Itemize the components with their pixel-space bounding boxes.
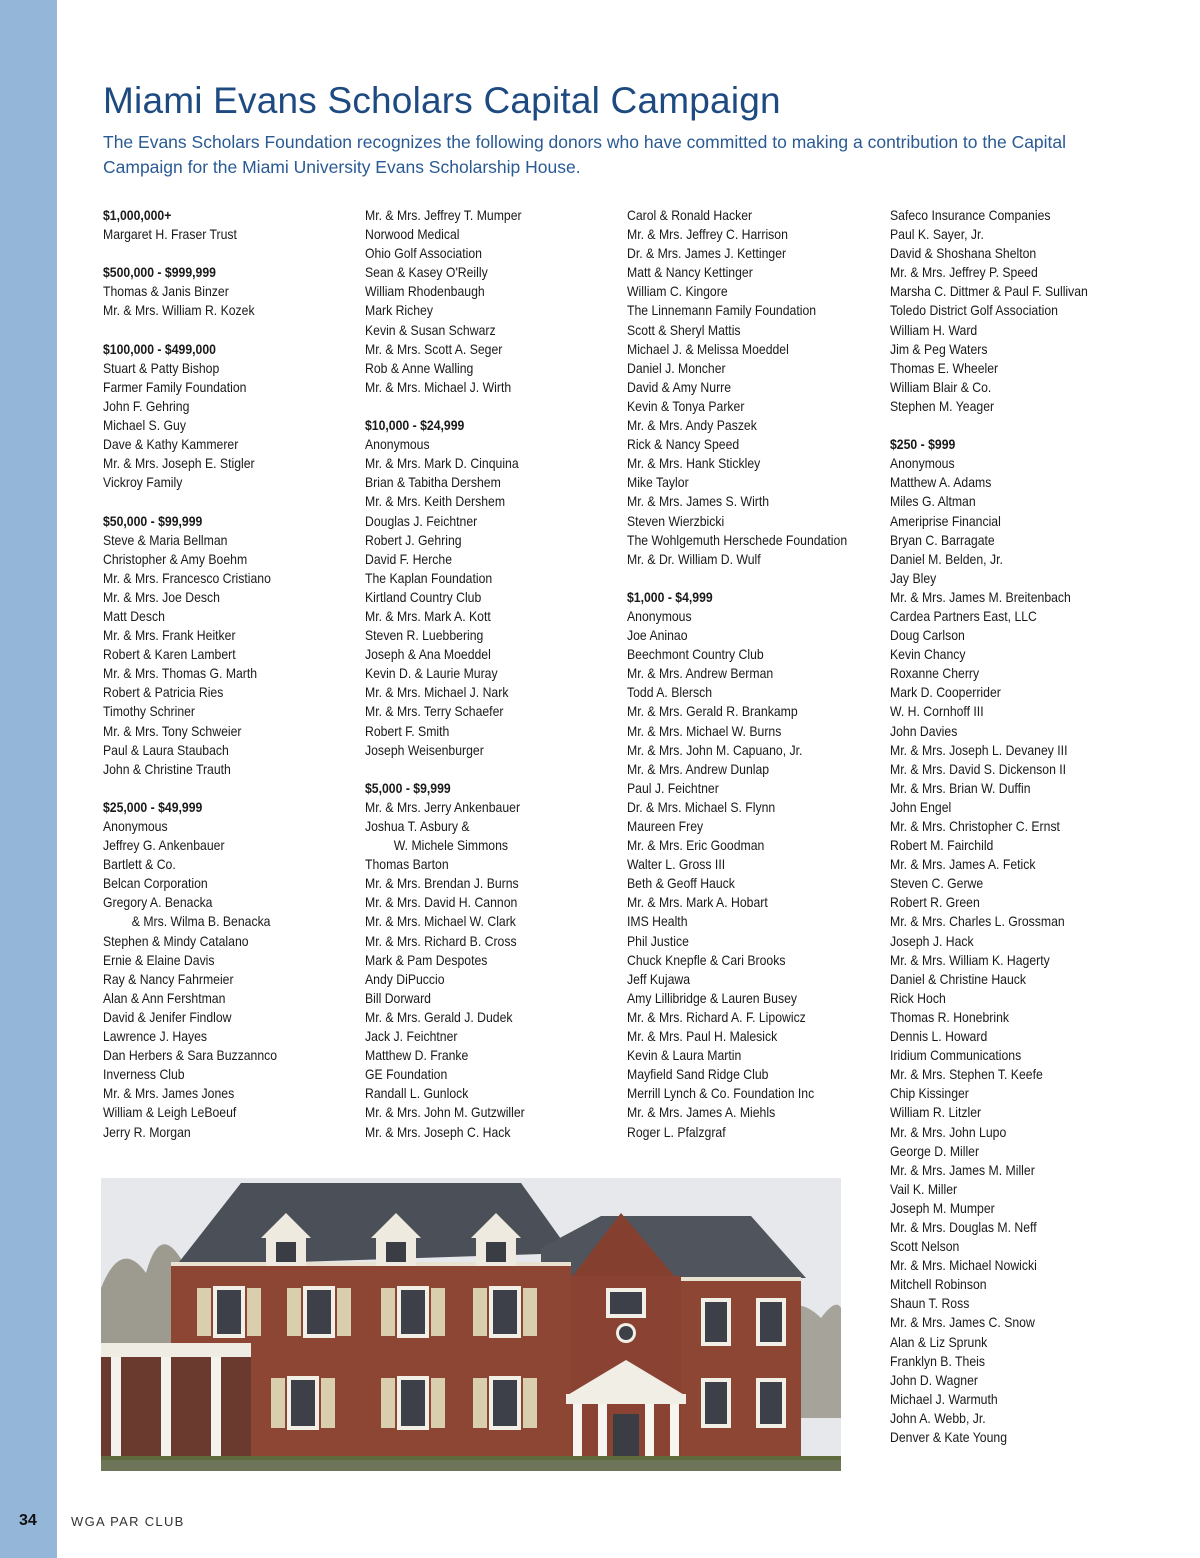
donor-name: Joseph J. Hack bbox=[890, 933, 974, 949]
donor-name: Dr. & Mrs. James J. Kettinger bbox=[627, 246, 787, 262]
donation-tier-heading: $10,000 - $24,999 bbox=[365, 418, 465, 434]
donor-name: Denver & Kate Young bbox=[890, 1430, 1007, 1445]
section-spacer bbox=[627, 569, 857, 588]
donor-name: Roger L. Pfalzgraf bbox=[627, 1124, 726, 1140]
donor-name: Steve & Maria Bellman bbox=[103, 532, 228, 548]
donor-name: Andy DiPuccio bbox=[365, 971, 445, 987]
donor-name: Rick Hoch bbox=[890, 990, 946, 1006]
section-spacer bbox=[365, 397, 595, 416]
donor-name: Mr. & Mrs. Scott A. Seger bbox=[365, 341, 503, 357]
donor-name: Robert & Karen Lambert bbox=[103, 647, 236, 663]
donor-name: David & Shoshana Shelton bbox=[890, 246, 1037, 262]
donor-name: John Engel bbox=[890, 799, 952, 815]
donor-name: John Davies bbox=[890, 723, 958, 739]
donor-name: William Blair & Co. bbox=[890, 379, 992, 395]
donor-name: Farmer Family Foundation bbox=[103, 379, 247, 395]
donor-name: Gregory A. Benacka bbox=[103, 895, 213, 911]
donor-name: Shaun T. Ross bbox=[890, 1296, 970, 1312]
donor-name: Mr. & Mrs. Richard B. Cross bbox=[365, 933, 517, 949]
donor-name: Thomas & Janis Binzer bbox=[103, 284, 229, 300]
donor-name: Kevin & Susan Schwarz bbox=[365, 322, 496, 338]
donor-name: Dan Herbers & Sara Buzzannco bbox=[103, 1048, 278, 1064]
donor-name: William & Leigh LeBoeuf bbox=[103, 1105, 237, 1121]
donor-name: William H. Ward bbox=[890, 322, 978, 338]
section-spacer bbox=[103, 321, 333, 340]
section-spacer bbox=[103, 779, 333, 798]
donor-name: Scott & Sheryl Mattis bbox=[627, 322, 741, 338]
donor-name: Safeco Insurance Companies bbox=[890, 208, 1051, 223]
donor-name: William C. Kingore bbox=[627, 284, 728, 300]
donor-name: Dave & Kathy Kammerer bbox=[103, 437, 239, 453]
donor-name: Steven Wierzbicki bbox=[627, 513, 725, 529]
donor-name: Mr. & Mrs. Mark A. Hobart bbox=[627, 895, 768, 911]
donor-name: Mr. & Mrs. Michael J. Nark bbox=[365, 685, 509, 701]
donor-name: Matthew A. Adams bbox=[890, 475, 992, 491]
donor-name: Mr. & Mrs. David H. Cannon bbox=[365, 895, 518, 911]
donor-name: Thomas Barton bbox=[365, 857, 449, 873]
donor-name: Christopher & Amy Boehm bbox=[103, 551, 248, 567]
donor-name: Mr. & Mrs. Brian W. Duffin bbox=[890, 780, 1031, 796]
donor-name: Miles G. Altman bbox=[890, 494, 976, 510]
donor-name: Daniel & Christine Hauck bbox=[890, 971, 1026, 987]
donor-name: Ernie & Elaine Davis bbox=[103, 952, 215, 968]
donor-name: Mr. & Mrs. Paul H. Malesick bbox=[627, 1029, 778, 1045]
donor-name: Chuck Knepfle & Cari Brooks bbox=[627, 952, 786, 968]
donor-name: Bryan C. Barragate bbox=[890, 532, 995, 548]
donor-name: Mr. & Mrs. Jerry Ankenbauer bbox=[365, 799, 521, 815]
donor-name: Dr. & Mrs. Michael S. Flynn bbox=[627, 799, 776, 815]
donor-name: Margaret H. Fraser Trust bbox=[103, 227, 237, 243]
donor-name: Mr. & Mrs. Christopher C. Ernst bbox=[890, 819, 1060, 834]
donor-name: Daniel J. Moncher bbox=[627, 360, 726, 376]
donor-name: Ohio Golf Association bbox=[365, 246, 482, 262]
donor-name: Mr. & Mrs. Andrew Berman bbox=[627, 666, 774, 682]
donor-name: Mr. & Mrs. Stephen T. Keefe bbox=[890, 1067, 1043, 1083]
donor-name: William R. Litzler bbox=[890, 1105, 982, 1121]
donation-tier-heading: $25,000 - $49,999 bbox=[103, 799, 203, 815]
section-spacer bbox=[890, 416, 1106, 435]
donor-name: Marsha C. Dittmer & Paul F. Sullivan bbox=[890, 284, 1088, 300]
left-accent-bar bbox=[0, 0, 57, 1558]
donor-name: Bartlett & Co. bbox=[103, 857, 176, 873]
donor-name: Steven C. Gerwe bbox=[890, 876, 984, 892]
donor-name: Mr. & Mrs. Michael J. Wirth bbox=[365, 379, 512, 395]
donor-name: Cardea Partners East, LLC bbox=[890, 608, 1037, 624]
donor-name: Belcan Corporation bbox=[103, 876, 208, 892]
donor-name: Mr. & Mrs. James A. Miehls bbox=[627, 1105, 776, 1121]
donation-tier-heading: $250 - $999 bbox=[890, 437, 956, 453]
section-spacer bbox=[103, 244, 333, 263]
donor-name: Stuart & Patty Bishop bbox=[103, 360, 220, 376]
donor-name: Sean & Kasey O'Reilly bbox=[365, 265, 488, 281]
donor-name: George D. Miller bbox=[890, 1143, 980, 1159]
donor-name: Todd A. Blersch bbox=[627, 685, 713, 701]
donor-name: Mr. & Mrs. Richard A. F. Lipowicz bbox=[627, 1009, 806, 1025]
donor-name: Mr. & Mrs. James Jones bbox=[103, 1086, 235, 1102]
footer-publication-label: WGA PAR CLUB bbox=[71, 1514, 185, 1529]
donor-name: W. H. Cornhoff III bbox=[890, 704, 984, 720]
donor-name: Robert F. Smith bbox=[365, 723, 450, 739]
donor-name: Mayfield Sand Ridge Club bbox=[627, 1067, 769, 1083]
donation-tier-heading: $500,000 - $999,999 bbox=[103, 265, 216, 281]
donor-column-2 bbox=[365, 206, 595, 1142]
donor-name: Joseph & Ana Moeddel bbox=[365, 647, 491, 663]
donor-name: John & Christine Trauth bbox=[103, 761, 231, 777]
donor-name: Mr. & Mrs. James A. Fetick bbox=[890, 857, 1036, 873]
donor-name: Mr. & Mrs. Douglas M. Neff bbox=[890, 1219, 1037, 1235]
donor-name: Ray & Nancy Fahrmeier bbox=[103, 971, 234, 987]
donor-name: Jack J. Feichtner bbox=[365, 1029, 458, 1045]
donor-name: John F. Gehring bbox=[103, 398, 190, 414]
donor-name: Paul & Laura Staubach bbox=[103, 742, 229, 758]
donor-name: Mr. & Mrs. William K. Hagerty bbox=[890, 952, 1050, 968]
donor-name: Mr. & Mrs. Tony Schweier bbox=[103, 723, 242, 739]
donor-name: Mr. & Mrs. Thomas G. Marth bbox=[103, 666, 258, 682]
donor-name: Mark D. Cooperrider bbox=[890, 685, 1001, 701]
donor-name: Alan & Ann Fershtman bbox=[103, 990, 226, 1006]
donor-name: Mr. & Mrs. James M. Breitenbach bbox=[890, 589, 1071, 605]
donor-name: Kevin Chancy bbox=[890, 647, 966, 663]
donor-name: Mr. & Mrs. Michael Nowicki bbox=[890, 1258, 1037, 1274]
donor-name: Mr. & Mrs. Charles L. Grossman bbox=[890, 914, 1065, 930]
donor-name: Kevin & Laura Martin bbox=[627, 1048, 742, 1064]
donor-name: W. Michele Simmons bbox=[393, 838, 509, 854]
donor-column-3 bbox=[627, 206, 857, 1142]
donor-name: Mr. & Mrs. James C. Snow bbox=[890, 1315, 1035, 1331]
donor-name: Steven R. Luebbering bbox=[365, 628, 484, 644]
donor-name: David & Jenifer Findlow bbox=[103, 1009, 232, 1025]
donor-name: Ameriprise Financial bbox=[890, 513, 1001, 529]
donor-name: GE Foundation bbox=[365, 1067, 448, 1083]
donor-name: Mr. & Mrs. Jeffrey C. Harrison bbox=[627, 227, 788, 243]
donor-name: Mr. & Mrs. Michael W. Clark bbox=[365, 914, 516, 930]
donor-name: Norwood Medical bbox=[365, 227, 460, 243]
donor-name: Franklyn B. Theis bbox=[890, 1353, 985, 1369]
donor-name: Joseph Weisenburger bbox=[365, 742, 484, 758]
donor-name: Walter L. Gross III bbox=[627, 857, 726, 873]
donor-name: Mr. & Mrs. Andrew Dunlap bbox=[627, 761, 770, 777]
donor-name: Maureen Frey bbox=[627, 819, 704, 834]
donor-name: Phil Justice bbox=[627, 933, 689, 949]
donor-name: Robert & Patricia Ries bbox=[103, 685, 224, 701]
donor-name: Chip Kissinger bbox=[890, 1086, 969, 1102]
donor-name: Anonymous bbox=[890, 456, 955, 472]
donor-name: Mark Richey bbox=[365, 303, 433, 319]
donor-name: Robert M. Fairchild bbox=[890, 838, 994, 854]
donor-name: Kevin & Tonya Parker bbox=[627, 398, 745, 414]
donor-name: Randall L. Gunlock bbox=[365, 1086, 469, 1102]
donor-name: Robert R. Green bbox=[890, 895, 980, 911]
donor-name: Merrill Lynch & Co. Foundation Inc bbox=[627, 1086, 815, 1102]
donor-name: Stephen M. Yeager bbox=[890, 398, 995, 414]
intro-paragraph: The Evans Scholars Foundation recognizes the following donors who have committed to making a contribution to the Capital Campaign for the Miami University Evans Scholarship House. bbox=[103, 132, 1067, 177]
donation-tier-heading: $1,000,000+ bbox=[103, 208, 172, 223]
donor-name: Mr. & Mrs. John M. Gutzwiller bbox=[365, 1105, 525, 1121]
donor-name: Brian & Tabitha Dershem bbox=[365, 475, 501, 491]
donor-name: Thomas E. Wheeler bbox=[890, 360, 999, 376]
donor-name: Paul K. Sayer, Jr. bbox=[890, 227, 984, 243]
donor-name: Rob & Anne Walling bbox=[365, 360, 474, 376]
donor-name: Joseph M. Mumper bbox=[890, 1200, 995, 1216]
donor-name: Mr. & Mrs. Frank Heitker bbox=[103, 628, 236, 644]
donation-tier-heading: $50,000 - $99,999 bbox=[103, 513, 203, 529]
donor-name: Kirtland Country Club bbox=[365, 589, 482, 605]
donor-name: Mr. & Mrs. John M. Capuano, Jr. bbox=[627, 742, 803, 758]
donor-name: Michael S. Guy bbox=[103, 418, 186, 434]
donor-name: Mr. & Mrs. Joseph E. Stigler bbox=[103, 456, 255, 472]
donor-name: Jeff Kujawa bbox=[627, 971, 691, 987]
donor-name: Jerry R. Morgan bbox=[103, 1124, 191, 1140]
donor-name: Mr. & Mrs. Joseph C. Hack bbox=[365, 1124, 511, 1140]
donor-name: Mr. & Mrs. Eric Goodman bbox=[627, 838, 765, 854]
donor-name: Mr. & Mrs. Mark A. Kott bbox=[365, 608, 491, 624]
donor-name: Doug Carlson bbox=[890, 628, 965, 644]
donation-tier-heading: $5,000 - $9,999 bbox=[365, 780, 451, 796]
donor-name: The Wohlgemuth Herschede Foundation bbox=[627, 532, 848, 548]
donor-name: Scott Nelson bbox=[890, 1239, 960, 1255]
donor-name: & Mrs. Wilma B. Benacka bbox=[131, 914, 271, 930]
donor-name: Douglas J. Feichtner bbox=[365, 513, 478, 529]
donor-name: Mark & Pam Despotes bbox=[365, 952, 488, 968]
donor-name: Mr. & Mrs. William R. Kozek bbox=[103, 303, 255, 319]
donor-name: Jim & Peg Waters bbox=[890, 341, 988, 357]
donor-name: Mr. & Mrs. Brendan J. Burns bbox=[365, 876, 519, 892]
donor-name: Mr. & Mrs. Keith Dershem bbox=[365, 494, 506, 510]
donor-name: Amy Lillibridge & Lauren Busey bbox=[627, 990, 798, 1006]
donor-name: Mr. & Mrs. Terry Schaefer bbox=[365, 704, 504, 720]
donor-name: Vail K. Miller bbox=[890, 1181, 958, 1197]
donor-name: Alan & Liz Sprunk bbox=[890, 1334, 988, 1350]
donor-name: Robert J. Gehring bbox=[365, 532, 462, 548]
donor-name: Jeffrey G. Ankenbauer bbox=[103, 838, 225, 854]
donor-column-1 bbox=[103, 206, 333, 1142]
donor-name: John D. Wagner bbox=[890, 1372, 978, 1388]
donor-name: Joe Aninao bbox=[627, 628, 688, 644]
donor-name: David & Amy Nurre bbox=[627, 379, 732, 395]
donor-name: Anonymous bbox=[627, 608, 692, 624]
donor-name: Beechmont Country Club bbox=[627, 647, 764, 663]
donor-name: Paul J. Feichtner bbox=[627, 780, 719, 796]
section-spacer bbox=[103, 492, 333, 511]
scholarship-house-photo bbox=[101, 1178, 841, 1471]
donor-name: Mr. & Mrs. David S. Dickenson II bbox=[890, 761, 1067, 777]
donor-name: Dennis L. Howard bbox=[890, 1029, 988, 1045]
donor-name: William Rhodenbaugh bbox=[365, 284, 485, 300]
donor-name: Timothy Schriner bbox=[103, 704, 196, 720]
donor-name: Mr. & Mrs. Francesco Cristiano bbox=[103, 570, 271, 586]
donation-tier-heading: $1,000 - $4,999 bbox=[627, 589, 713, 605]
donor-name: Mr. & Mrs. Michael W. Burns bbox=[627, 723, 782, 739]
donor-name: Mr. & Mrs. Joseph L. Devaney III bbox=[890, 742, 1068, 758]
donor-name: Mr. & Mrs. Joe Desch bbox=[103, 589, 220, 605]
page-title: Miami Evans Scholars Capital Campaign bbox=[103, 80, 781, 121]
donor-name: Kevin D. & Laurie Muray bbox=[365, 666, 498, 682]
donor-name: Inverness Club bbox=[103, 1067, 185, 1083]
donor-name: Joshua T. Asbury & bbox=[365, 819, 470, 834]
donor-name: Roxanne Cherry bbox=[890, 666, 980, 682]
donor-name: Matthew D. Franke bbox=[365, 1048, 469, 1064]
donor-name: Mr. & Mrs. Andy Paszek bbox=[627, 418, 757, 434]
donor-name: Mr. & Mrs. Gerald J. Dudek bbox=[365, 1009, 513, 1025]
donor-name: Matt & Nancy Kettinger bbox=[627, 265, 753, 281]
donor-name: Mr. & Mrs. Mark D. Cinquina bbox=[365, 456, 519, 472]
donor-name: Mr. & Dr. William D. Wulf bbox=[627, 551, 761, 567]
donor-name: Mr. & Mrs. Jeffrey P. Speed bbox=[890, 265, 1038, 281]
donor-name: The Kaplan Foundation bbox=[365, 570, 493, 586]
donor-name: Daniel M. Belden, Jr. bbox=[890, 551, 1003, 567]
donor-name: Beth & Geoff Hauck bbox=[627, 876, 735, 892]
donor-name: Carol & Ronald Hacker bbox=[627, 208, 753, 223]
donor-name: Thomas R. Honebrink bbox=[890, 1009, 1009, 1025]
donor-name: Mr. & Mrs. Gerald R. Brankamp bbox=[627, 704, 798, 720]
donor-name: Anonymous bbox=[103, 819, 168, 834]
donor-name: IMS Health bbox=[627, 914, 688, 930]
donor-name: Michael J. Warmuth bbox=[890, 1391, 998, 1407]
donor-name: Mike Taylor bbox=[627, 475, 689, 491]
donor-name: Anonymous bbox=[365, 437, 430, 453]
donor-name: Michael J. & Melissa Moeddel bbox=[627, 341, 789, 357]
donor-name: Jay Bley bbox=[890, 570, 937, 586]
donor-name: Iridium Communications bbox=[890, 1048, 1022, 1064]
donor-name: Vickroy Family bbox=[103, 475, 183, 491]
donor-name: Bill Dorward bbox=[365, 990, 431, 1006]
donor-column-4 bbox=[890, 206, 1106, 1447]
donor-name: Toledo District Golf Association bbox=[890, 303, 1058, 319]
donor-name: Rick & Nancy Speed bbox=[627, 437, 740, 453]
section-spacer bbox=[365, 760, 595, 779]
donor-name: Matt Desch bbox=[103, 608, 165, 624]
donation-tier-heading: $100,000 - $499,000 bbox=[103, 341, 216, 357]
donor-name: David F. Herche bbox=[365, 551, 453, 567]
donor-name: Lawrence J. Hayes bbox=[103, 1029, 208, 1045]
page-number: 34 bbox=[19, 1512, 37, 1529]
donor-name: Mr. & Mrs. Hank Stickley bbox=[627, 456, 761, 472]
donor-name: Stephen & Mindy Catalano bbox=[103, 933, 249, 949]
donor-name: Mr. & Mrs. Jeffrey T. Mumper bbox=[365, 208, 522, 223]
donor-name: Mr. & Mrs. James M. Miller bbox=[890, 1162, 1035, 1178]
donor-name: Mr. & Mrs. John Lupo bbox=[890, 1124, 1007, 1140]
donor-name: The Linnemann Family Foundation bbox=[627, 303, 817, 319]
donor-name: Mitchell Robinson bbox=[890, 1277, 987, 1293]
donor-name: Mr. & Mrs. James S. Wirth bbox=[627, 494, 770, 510]
donor-name: John A. Webb, Jr. bbox=[890, 1410, 986, 1426]
